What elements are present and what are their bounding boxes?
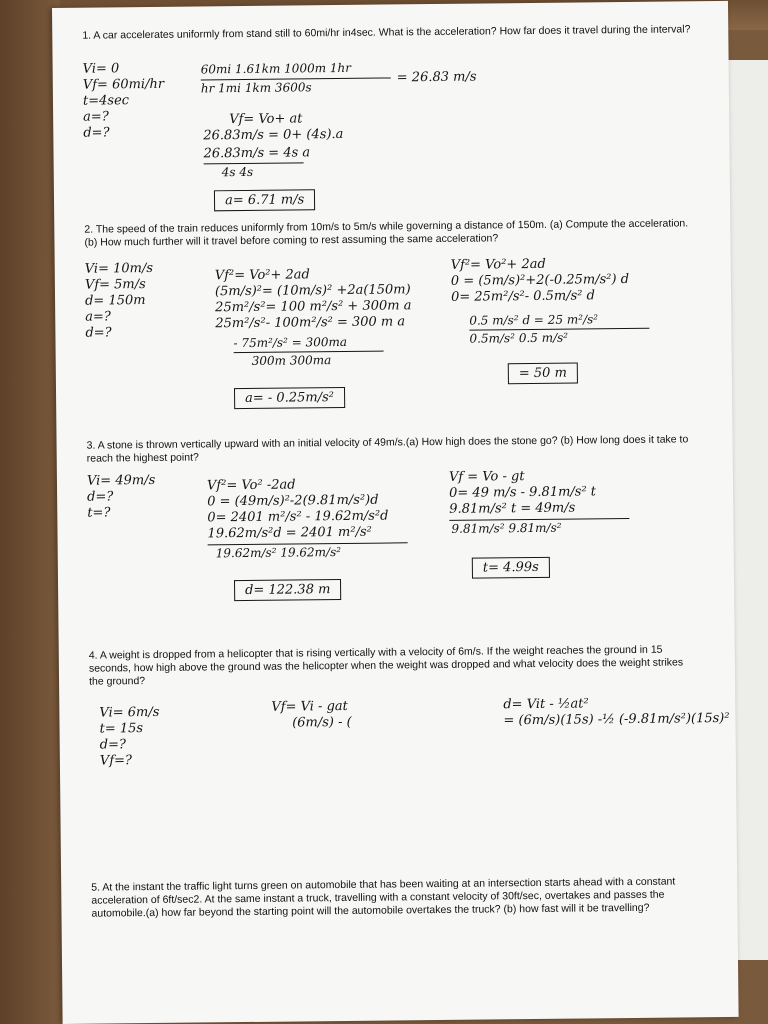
p3-part-a-denominator: 19.62m/s² 19.62m/s² [215,545,342,561]
p4-givens: Vi= 6m/s t= 15s d=? Vf=? [99,704,160,769]
p2-part-b-answer-box: = 50 m [508,363,578,385]
p1-conversion-denominator: hr 1mi 1km 3600s [200,80,312,96]
problem-1-text: 1. A car accelerates uniformly from stand still to 60mi/hr in4sec. What is the acceleration? How far does it travel during the interval? [82,23,691,42]
p2-part-b-numerator: 0.5 m/s² d = 25 m²/s² [469,312,599,328]
p3-part-b-work: Vf = Vo - gt 0= 49 m/s - 9.81m/s² t 9.81m/s² t = 49m/s [448,469,597,517]
p1-givens: Vi= 0 Vf= 60mi/hr t=4sec a=? d=? [82,61,165,141]
wood-surface-left [0,0,60,1024]
p1-equation: Vf= Vo+ at [229,111,303,128]
p3-part-b-answer-box: t= 4.99s [472,557,550,579]
problem-3-text: 3. A stone is thrown vertically upward with an initial velocity of 49m/s.(a) How high does the stone go? (b) How long does it take to reach the highest point? [86,433,689,465]
p4-velocity-work: Vf= Vi - gat (6m/s) - ( [271,698,352,731]
p3-part-a-answer-box: d= 122.38 m [234,579,342,601]
p3-part-a-work: Vf²= Vo² -2ad 0 = (49m/s)²-2(9.81m/s²)d 0= 2401 m²/s² - 19.62m/s²d 19.62m/s²d = 2401 m²/s² [206,477,389,542]
p2-part-a-work: Vf²= Vo²+ 2ad (5m/s)²= (10m/s)² +2a(150m) 25m²/s²= 100 m²/s² + 300m a 25m²/s²- 100m²/s² = 300 m a [214,267,412,332]
p1-denominator: 4s 4s [221,164,254,180]
p2-givens: Vi= 10m/s Vf= 5m/s d= 150m a=? d=? [84,260,154,341]
p1-substitution: 26.83m/s = 0+ (4s).a [203,126,344,144]
p1-conversion-numerator: 60mi 1.61km 1000m 1hr [200,60,352,77]
p2-part-a-denominator: 300m 300ma [251,353,332,368]
worksheet-page [52,1,739,1024]
problem-2-text: 2. The speed of the train reduces uniformly from 10m/s to 5m/s while governing a distance of 150m. (a) Compute the acceleration. (b) How much further will it travel before coming to rest assuming the same acceleration? [84,217,689,249]
problem-5-text: 5. At the instant the traffic light turns green on automobile that has been waiting at an intersection starts ahead with a constant acceleration of 6ft/sec2. At the same instant a truck, travelling with a constant velocity of 30ft/sec, overtakes and passes the automobile.(a) how far beyond the starting point will the automobile overtakes the truck? (b) how fast will it be travelling? [91,875,676,920]
p3-givens: Vi= 49m/s d=? t=? [86,472,156,521]
p2-part-b-denominator: 0.5m/s² 0.5 m/s² [469,330,569,346]
p2-part-b-work: Vf²= Vo²+ 2ad 0 = (5m/s)²+2(-0.25m/s²) d 0= 25m²/s²- 0.5m/s² d [450,256,630,305]
problem-4-text: 4. A weight is dropped from a helicopter that is rising vertically with a velocity of 6m/s. If the weight reaches the ground in 15 seconds, how high above the ground was the helicopter when the weight was dropped and what velocity does the weight strikes the ground? [88,643,684,688]
p1-conversion-result: = 26.83 m/s [396,69,477,86]
p2-part-a-answer-box: a= - 0.25m/s² [234,387,345,409]
p1-fraction-bar [204,162,304,164]
p3-part-b-denominator: 9.81m/s² 9.81m/s² [451,520,562,536]
p1-answer-box: a= 6.71 m/s [214,189,315,211]
p4-distance-work: d= Vit - ½at² = (6m/s)(15s) -½ (-9.81m/s²)(15s)² [503,696,730,729]
p1-isolate: 26.83m/s = 4s a [203,145,311,162]
p2-part-a-numerator: - 75m²/s² = 300ma [233,334,348,351]
